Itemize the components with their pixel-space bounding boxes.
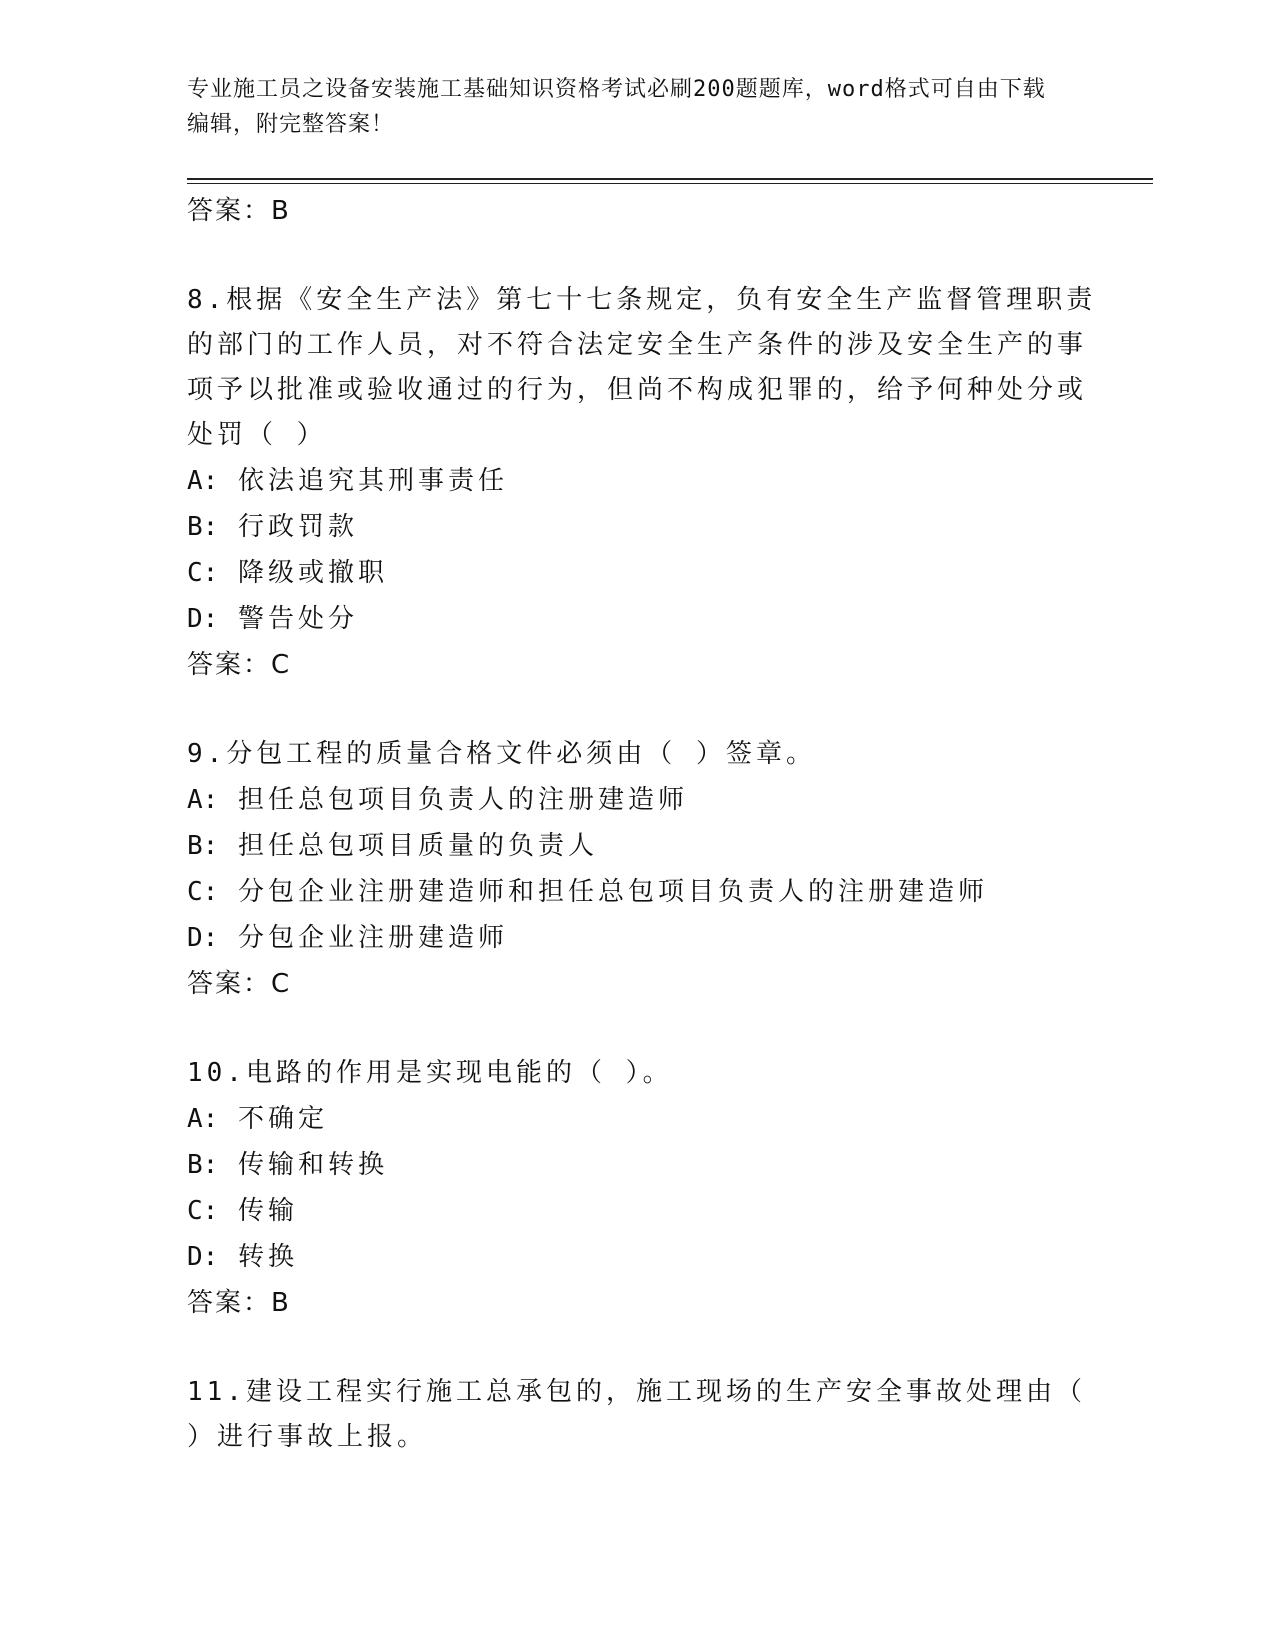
option-text: 降级或撤职 — [237, 558, 388, 588]
option-key: C: — [187, 1196, 219, 1226]
document-header: 专业施工员之设备安装施工基础知识资格考试必刷200题题库，word格式可自由下载编辑，附完整答案！ — [187, 77, 1046, 137]
question-9 — [187, 732, 1107, 1007]
option-a — [187, 458, 1107, 504]
question-text: 8.根据《安全生产法》第七十七条规定，负有安全生产监督管理职责的部门的工作人员，对不符合法定安全生产条件的涉及安全生产的事项予以批准或验收通过的行为，但尚不构成犯罪的，给予何种处分或处罚（ ） — [187, 285, 1097, 450]
question-8 — [187, 278, 1107, 688]
option-key: C: — [187, 877, 219, 907]
option-b — [187, 504, 1107, 550]
option-b — [187, 1142, 1107, 1188]
answer-line: 答案：B — [187, 196, 291, 226]
option-d — [187, 1234, 1107, 1280]
option-text: 依法追究其刑事责任 — [237, 466, 508, 496]
option-key: A: — [187, 1104, 219, 1134]
option-d — [187, 915, 1107, 961]
answer-line: 答案：C — [187, 650, 292, 680]
option-b — [187, 823, 1107, 869]
option-key: C: — [187, 558, 219, 588]
document-body — [187, 188, 1107, 1460]
option-key: B: — [187, 831, 219, 861]
question-text: 11.建设工程实行施工总承包的，施工现场的生产安全事故处理由（ ）进行事故上报。 — [187, 1377, 1086, 1452]
option-text: 警告处分 — [237, 604, 358, 634]
option-text: 担任总包项目负责人的注册建造师 — [237, 785, 688, 815]
option-text: 行政罚款 — [237, 512, 358, 542]
header-rule-thin — [187, 183, 1153, 184]
option-key: A: — [187, 466, 219, 496]
option-c — [187, 550, 1107, 596]
question-text: 10.电路的作用是实现电能的（ ）。 — [187, 1058, 673, 1088]
option-key: B: — [187, 1150, 219, 1180]
question-10 — [187, 1051, 1107, 1326]
option-text: 转换 — [237, 1242, 298, 1272]
option-a — [187, 777, 1107, 823]
question-text: 9.分包工程的质量合格文件必须由（ ）签章。 — [187, 739, 816, 769]
option-c — [187, 1188, 1107, 1234]
answer-line: 答案：C — [187, 969, 292, 999]
option-text: 传输 — [237, 1196, 298, 1226]
option-key: A: — [187, 785, 219, 815]
option-a — [187, 1096, 1107, 1142]
option-d — [187, 596, 1107, 642]
option-key: D: — [187, 923, 219, 953]
option-text: 分包企业注册建造师和担任总包项目负责人的注册建造师 — [237, 877, 988, 907]
option-text: 担任总包项目质量的负责人 — [237, 831, 598, 861]
option-c — [187, 869, 1107, 915]
option-key: D: — [187, 604, 219, 634]
question-11 — [187, 1370, 1107, 1460]
option-key: B: — [187, 512, 219, 542]
option-text: 传输和转换 — [237, 1150, 388, 1180]
answer-line: 答案：B — [187, 1288, 291, 1318]
option-text: 分包企业注册建造师 — [237, 923, 508, 953]
option-text: 不确定 — [237, 1104, 328, 1134]
option-key: D: — [187, 1242, 219, 1272]
header-rule — [187, 178, 1153, 180]
